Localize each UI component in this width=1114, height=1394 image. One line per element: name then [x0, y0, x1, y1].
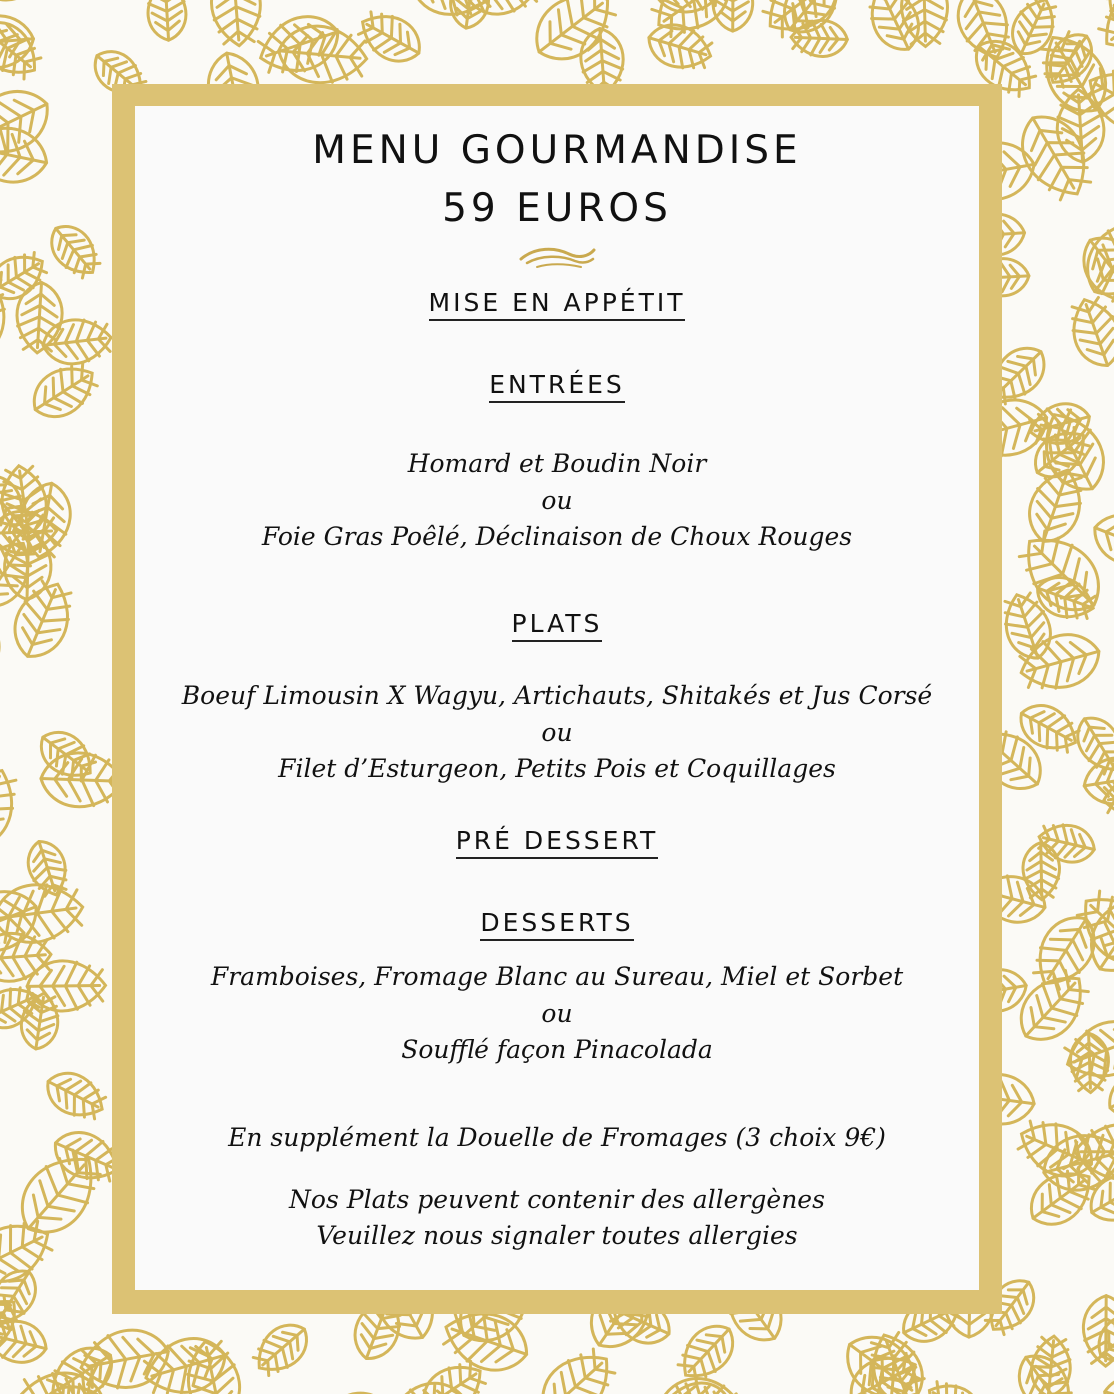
dessert-line: Framboises, Fromage Blanc au Sureau, Miel et Sorbet — [210, 962, 904, 991]
supplement-note: En supplément la Douelle de Fromages (3 choix 9€) — [228, 1123, 886, 1152]
section-mise-en-appetit — [135, 288, 979, 317]
dessert-line: Soufflé façon Pinacolada — [401, 1035, 713, 1064]
section-desserts — [135, 908, 979, 937]
section-pre-dessert — [135, 826, 979, 855]
section-desserts-label: DESSERTS — [480, 908, 633, 941]
plat-or: ou — [541, 718, 573, 747]
entree-line: Foie Gras Poêlé, Déclinaison de Choux Rouges — [261, 522, 853, 551]
menu-card — [135, 106, 979, 1290]
section-entrees — [135, 370, 979, 399]
menu-price: 59 EUROS — [442, 186, 672, 231]
plat-line: Filet d’Esturgeon, Petits Pois et Coquillages — [278, 754, 836, 783]
menu-title: MENU GOURMANDISE — [312, 128, 802, 173]
section-entrees-label: ENTRÉES — [489, 370, 625, 403]
dessert-or: ou — [541, 999, 573, 1028]
section-plats-label: PLATS — [512, 609, 603, 642]
entree-or: ou — [541, 486, 573, 515]
section-mise-en-appetit-label: MISE EN APPÉTIT — [429, 288, 686, 321]
gold-swash-divider-icon — [517, 242, 597, 270]
section-plats — [135, 609, 979, 638]
allergen-note: Nos Plats peuvent contenir des allergènes — [289, 1185, 825, 1214]
section-pre-dessert-label: PRÉ DESSERT — [456, 826, 659, 859]
plat-line: Boeuf Limousin X Wagyu, Artichauts, Shitakés et Jus Corsé — [181, 681, 933, 710]
allergen-note: Veuillez nous signaler toutes allergies — [316, 1221, 798, 1250]
entree-line: Homard et Boudin Noir — [407, 449, 707, 478]
